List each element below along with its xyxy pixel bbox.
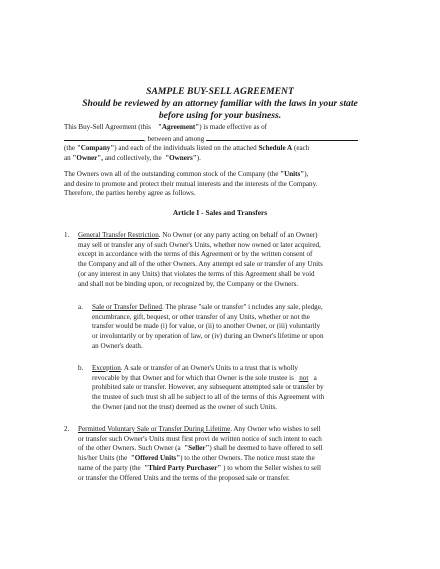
recital-text: The Owners own all of the outstanding common stock of the Company (the xyxy=(64,170,279,178)
section-2-paragraph xyxy=(78,425,376,483)
section-text: the Company and all of the other Owners. Any attempt ed sale or transfer of any Units xyxy=(78,260,323,269)
subsection-text: prohibited sale or transfer. However, any subsequent attempted sale or transfer by xyxy=(92,383,324,392)
units-term: "Units" xyxy=(280,170,305,178)
seller-term: "Seller" xyxy=(184,444,210,453)
section-text: . No Owner (or any party acting on behalf of an Owner) xyxy=(158,231,318,239)
intro-text: (the xyxy=(64,144,76,153)
subsection-text: a xyxy=(313,373,317,382)
company-term: "Company" xyxy=(76,144,115,153)
intro-text: , between and among xyxy=(144,134,205,143)
emphasis-text: not xyxy=(299,373,309,382)
section-text: or transfer such Owner's Units must first provi de written notice of such intent to each xyxy=(78,434,322,443)
subsection-text: encumbrance, gift, bequest, or other transfer of any Units, whether or not the xyxy=(92,312,310,321)
article-heading: Article I - Sales and Transfers xyxy=(172,208,268,217)
intro-text: an xyxy=(64,154,71,163)
intro-text: ). xyxy=(196,154,201,163)
subsection-text: the trustee of such trust sh all be subject to all of the terms of this Agreement with xyxy=(92,393,325,402)
owner-term: "Owner", xyxy=(72,154,104,163)
subsection-title: Exception xyxy=(92,364,121,372)
subsection-text: the Owner (and not the trust) deemed as the owner of such Units. xyxy=(92,402,277,411)
recital-text: Therefore, the parties hereby agree as follows. xyxy=(64,189,196,198)
section-number: 1. xyxy=(64,231,70,239)
subsection-text: . A sale or transfer of an Owner's Units to a trust that is wholly xyxy=(120,364,298,372)
party-blank-field[interactable] xyxy=(206,133,358,141)
document-subtitle-line-1: Should be reviewed by an attorney familiar with the laws in your state xyxy=(82,98,358,109)
subsection-a-paragraph xyxy=(92,303,376,352)
intro-text: ) is made effective as of xyxy=(199,123,268,131)
document-title: SAMPLE BUY-SELL AGREEMENT xyxy=(146,86,294,97)
intro-text: (each xyxy=(293,144,310,153)
subsection-text: transfer would be made (i) for value, or (ii) to another Owner, or (iii) voluntarily xyxy=(92,322,321,331)
subsection-title: Sale or Transfer Defined xyxy=(92,303,162,311)
schedule-a-term: Schedule A xyxy=(258,144,293,153)
subsection-letter: b. xyxy=(78,364,84,372)
subsection-text: . The phrase "sale or transfer" i ncludes any sale, pledge, xyxy=(161,303,323,311)
intro-text: ) and each of the individuals listed on the attached xyxy=(114,144,257,153)
section-1-paragraph xyxy=(78,231,376,289)
intro-paragraph xyxy=(64,123,376,164)
section-text: . Any Owner who wishes to sell xyxy=(230,425,321,433)
section-text: except in accordance with the terms of this Agreement or by the written consent of xyxy=(78,250,313,259)
subsection-text: or involuntarily or by operation of law, or (iv) during an Owner's lifetime or upon xyxy=(92,332,324,341)
section-text: or transfer the Offered Units and the terms of the proposed sale or transfer. xyxy=(78,473,290,482)
subsection-text: an Owner's death. xyxy=(92,341,143,350)
date-blank-field[interactable] xyxy=(64,133,144,141)
section-text: ) to whom the Seller wishes to sell xyxy=(223,463,321,472)
subsection-b-paragraph xyxy=(92,364,376,413)
section-text: of the other Owners. Such Owner (a xyxy=(78,444,181,453)
subsection-letter: a. xyxy=(78,303,83,311)
intro-text: and collectively, the xyxy=(104,154,162,163)
subsection-text: revocable by that Owner and for which that Owner is the sole trustee is xyxy=(92,373,294,382)
section-text: name of the party (the xyxy=(78,463,141,472)
recital-text: ), xyxy=(304,170,309,178)
section-title: Permitted Voluntary Sale or Transfer During Lifetime xyxy=(78,425,231,433)
section-title: General Transfer Restriction xyxy=(78,231,159,239)
document-subtitle-line-2: before using for your business. xyxy=(158,110,282,121)
section-text: and shall not be binding upon, or recognized by, the Company or the Owners. xyxy=(78,279,299,288)
section-number: 2. xyxy=(64,425,70,433)
recital-paragraph xyxy=(64,170,376,199)
section-text: his/her Units (the xyxy=(78,454,128,463)
agreement-term: "Agreement" xyxy=(157,123,200,131)
owners-term: "Owners" xyxy=(165,154,197,163)
recital-text: and desire to promote and protect their mutual interests and the interests of the Company. xyxy=(64,179,318,188)
offered-units-term: "Offered Units" xyxy=(130,454,181,463)
section-text: may sell or transfer any of such Owner's Units, whether now owned or later acquired, xyxy=(78,240,321,249)
section-text: ) to the other Owners. The notice must state the xyxy=(180,454,315,463)
section-text: ) shall be deemed to have offered to sell xyxy=(209,444,323,453)
section-text: (or any interest in any Units) that violates the terms of this Agreement shall be void xyxy=(78,269,315,278)
intro-text: This Buy-Sell Agreement (this xyxy=(64,123,151,131)
third-party-purchaser-term: "Third Party Purchaser" xyxy=(144,463,222,472)
